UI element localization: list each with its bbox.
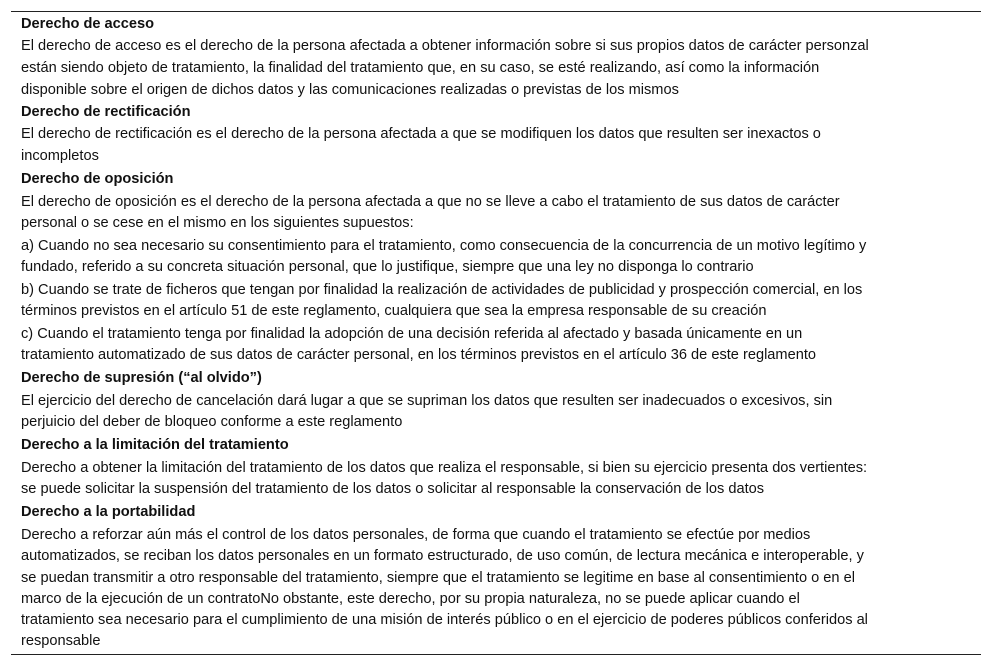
text-line: Derecho a reforzar aún más el control de los datos personales, de forma que cuando el tratamiento se efectúe por medios [21,527,811,543]
text-line: se puede solicitar la suspensión del tratamiento de los datos o solicitar al responsable la conservación de los datos [21,481,765,497]
text-line: a) Cuando no sea necesario su consentimiento para el tratamiento, como consecuencia de la concurrencia de un motivo legítimo y [21,238,867,254]
text-line: Derecho a obtener la limitación del tratamiento de los datos que realiza el responsable, si bien su ejercicio presenta dos vertientes: [21,460,868,476]
text-line: perjuicio del deber de bloqueo conforme a este reglamento [21,414,403,430]
text-line: c) Cuando el tratamiento tenga por finalidad la adopción de una decisión referida al afectado y basada únicamente en un [21,326,803,342]
text-line: El derecho de oposición es el derecho de la persona afectada a que no se lleve a cabo el tratamiento de sus datos de carácter [21,194,840,210]
text-line: El derecho de rectificación es el derecho de la persona afectada a que se modifiquen los datos que resulten ser inexactos o [21,126,821,142]
text-line: disponible sobre el origen de dichos datos y las comunicaciones realizadas o previstas de los mismos [21,82,679,98]
heading-derecho-de-acceso: Derecho de acceso [21,16,155,32]
heading-derecho-a-la-limitacion: Derecho a la limitación del tratamiento [21,437,289,453]
text-line: se puedan transmitir a otro responsable del tratamiento, siempre que el tratamiento se legitime en base al consentimiento o en el [21,570,855,586]
text-line: b) Cuando se trate de ficheros que tengan por finalidad la realización de actividades de publicidad y prospección comercial, en los [21,282,863,298]
text-line: marco de la ejecución de un contratoNo obstante, este derecho, por su propia naturaleza, no se puede aplicar cuando el [21,591,800,607]
text-line: El derecho de acceso es el derecho de la persona afectada a obtener información sobre si sus propios datos de carácter personzal [21,38,869,54]
text-line: incompletos [21,148,99,164]
text-line: responsable [21,633,101,649]
text-line: El ejercicio del derecho de cancelación dará lugar a que se supriman los datos que resulten ser inadecuados o excesivos, sin [21,393,833,409]
heading-derecho-a-la-portabilidad: Derecho a la portabilidad [21,504,196,520]
text-line: tratamiento sea necesario para el cumplimiento de una misión de interés público o en el ejercicio de poderes públicos conferidos al [21,612,868,628]
heading-derecho-de-oposicion: Derecho de oposición [21,171,174,187]
heading-derecho-de-supresion: Derecho de supresión (“al olvido”) [21,370,262,386]
text-line: personal o se cese en el mismo en los siguientes supuestos: [21,215,414,231]
text-line: fundado, referido a su concreta situación personal, que lo justifique, siempre que una ley no disponga lo contrario [21,259,754,275]
rights-table [11,11,981,655]
text-line: automatizados, se reciban los datos personales en un formato estructurado, de uso común, de lectura mecánica e interoperable, y [21,548,864,564]
text-line: están siendo objeto de tratamiento, la finalidad del tratamiento que, en su caso, se esté realizando, así como la información [21,60,820,76]
text-line: tratamiento automatizado de sus datos de carácter personal, en los términos previstos en el artículo 36 de este reglamento [21,347,816,363]
text-line: términos previstos en el artículo 51 de este reglamento, cualquiera que sea la empresa responsable de su creación [21,303,767,319]
heading-derecho-de-rectificacion: Derecho de rectificación [21,104,191,120]
